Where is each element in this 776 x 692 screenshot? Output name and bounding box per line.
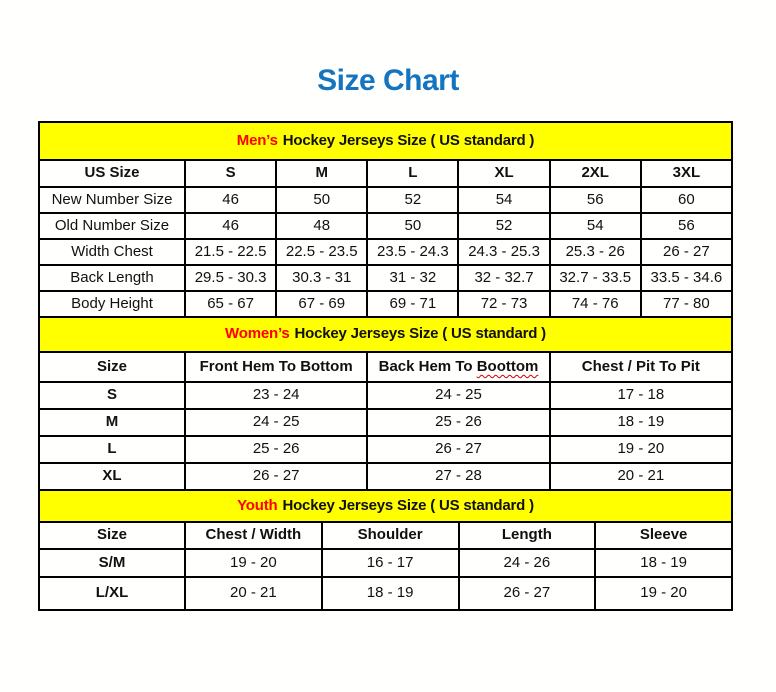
table-row: [39, 463, 732, 490]
column-header-cell: Chest / Pit To Pit: [550, 352, 732, 382]
table-row: [39, 265, 732, 291]
column-header-cell: Back Hem To Boottom: [367, 352, 549, 382]
page-title: Size Chart: [317, 64, 459, 97]
data-cell: 24 - 25: [185, 409, 367, 436]
row-label-cell: L/XL: [39, 577, 185, 610]
womens-section-header: [39, 317, 732, 352]
data-cell: 32.7 - 33.5: [550, 265, 641, 291]
row-label-cell: L: [39, 436, 185, 463]
data-cell: 26 - 27: [459, 577, 596, 610]
row-label-cell: Body Height: [39, 291, 185, 317]
row-label-cell: XL: [39, 463, 185, 490]
table-row: [39, 187, 732, 213]
youth-column-header-row: [39, 522, 732, 549]
data-cell: 19 - 20: [595, 577, 732, 610]
table-row: [39, 239, 732, 265]
data-cell: 16 - 17: [322, 549, 459, 577]
row-label-cell: Old Number Size: [39, 213, 185, 239]
mens-section-row: [39, 122, 732, 160]
data-cell: 20 - 21: [185, 577, 322, 610]
data-cell: 23 - 24: [185, 382, 367, 409]
data-cell: 27 - 28: [367, 463, 549, 490]
table-row: [39, 213, 732, 239]
data-cell: 74 - 76: [550, 291, 641, 317]
table-row: [39, 577, 732, 610]
data-cell: 19 - 20: [185, 549, 322, 577]
womens-column-header-row: [39, 352, 732, 382]
data-cell: 56: [550, 187, 641, 213]
row-label-cell: S/M: [39, 549, 185, 577]
column-header-cell: Sleeve: [595, 522, 732, 549]
column-header-cell: Chest / Width: [185, 522, 322, 549]
table-row: [39, 436, 732, 463]
row-label-cell: S: [39, 382, 185, 409]
data-cell: 48: [276, 213, 367, 239]
row-label-cell: Back Length: [39, 265, 185, 291]
data-cell: 20 - 21: [550, 463, 732, 490]
column-header-cell: Length: [459, 522, 596, 549]
youth-section-row: [39, 490, 732, 522]
mens-section-header: [39, 122, 732, 160]
column-header-cell: XL: [458, 160, 549, 187]
data-cell: 46: [185, 213, 276, 239]
data-cell: 19 - 20: [550, 436, 732, 463]
womens-section-header-accent: Women’s: [225, 325, 290, 343]
youth-size-table: [38, 489, 733, 611]
data-cell: 17 - 18: [550, 382, 732, 409]
mens-section-header-text: Hockey Jerseys Size ( US standard ): [282, 131, 535, 149]
data-cell: 23.5 - 24.3: [367, 239, 458, 265]
data-cell: 18 - 19: [550, 409, 732, 436]
data-cell: 65 - 67: [185, 291, 276, 317]
misspelled-word: Boottom: [476, 357, 539, 375]
table-row: [39, 549, 732, 577]
data-cell: 56: [641, 213, 732, 239]
data-cell: 26 - 27: [185, 463, 367, 490]
data-cell: 33.5 - 34.6: [641, 265, 732, 291]
data-cell: 32 - 32.7: [458, 265, 549, 291]
column-header-cell: S: [185, 160, 276, 187]
column-header-cell: US Size: [39, 160, 185, 187]
column-header-cell: M: [276, 160, 367, 187]
data-cell: 25 - 26: [367, 409, 549, 436]
data-cell: 69 - 71: [367, 291, 458, 317]
data-cell: 72 - 73: [458, 291, 549, 317]
womens-size-table: [38, 316, 733, 491]
data-cell: 31 - 32: [367, 265, 458, 291]
womens-section-header-text: Hockey Jerseys Size ( US standard ): [294, 325, 546, 343]
data-cell: 26 - 27: [367, 436, 549, 463]
row-label-cell: Width Chest: [39, 239, 185, 265]
womens-section-row: [39, 317, 732, 352]
data-cell: 26 - 27: [641, 239, 732, 265]
youth-section-header-text: Hockey Jerseys Size ( US standard ): [282, 496, 534, 514]
mens-column-header-row: [39, 160, 732, 187]
column-header-cell: 2XL: [550, 160, 641, 187]
data-cell: 25.3 - 26: [550, 239, 641, 265]
table-row: [39, 409, 732, 436]
data-cell: 46: [185, 187, 276, 213]
column-header-cell: L: [367, 160, 458, 187]
data-cell: 22.5 - 23.5: [276, 239, 367, 265]
data-cell: 29.5 - 30.3: [185, 265, 276, 291]
data-cell: 52: [458, 213, 549, 239]
table-row: [39, 382, 732, 409]
column-header-cell: Shoulder: [322, 522, 459, 549]
data-cell: 60: [641, 187, 732, 213]
column-header-cell: Size: [39, 352, 185, 382]
data-cell: 52: [367, 187, 458, 213]
mens-size-table: [38, 121, 733, 318]
table-row: [39, 291, 732, 317]
data-cell: 50: [367, 213, 458, 239]
data-cell: 24 - 26: [459, 549, 596, 577]
column-header-cell: 3XL: [641, 160, 732, 187]
data-cell: 54: [458, 187, 549, 213]
data-cell: 18 - 19: [322, 577, 459, 610]
data-cell: 30.3 - 31: [276, 265, 367, 291]
data-cell: 54: [550, 213, 641, 239]
data-cell: 50: [276, 187, 367, 213]
data-cell: 25 - 26: [185, 436, 367, 463]
data-cell: 77 - 80: [641, 291, 732, 317]
size-chart-container: [38, 121, 733, 611]
data-cell: 24.3 - 25.3: [458, 239, 549, 265]
youth-section-header-accent: Youth: [237, 496, 278, 514]
data-cell: 18 - 19: [595, 549, 732, 577]
data-cell: 67 - 69: [276, 291, 367, 317]
row-label-cell: M: [39, 409, 185, 436]
row-label-cell: New Number Size: [39, 187, 185, 213]
mens-section-header-accent: Men’s: [236, 131, 278, 149]
data-cell: 24 - 25: [367, 382, 549, 409]
column-header-cell: Size: [39, 522, 185, 549]
column-header-cell: Front Hem To Bottom: [185, 352, 367, 382]
data-cell: 21.5 - 22.5: [185, 239, 276, 265]
youth-section-header: [39, 490, 732, 522]
